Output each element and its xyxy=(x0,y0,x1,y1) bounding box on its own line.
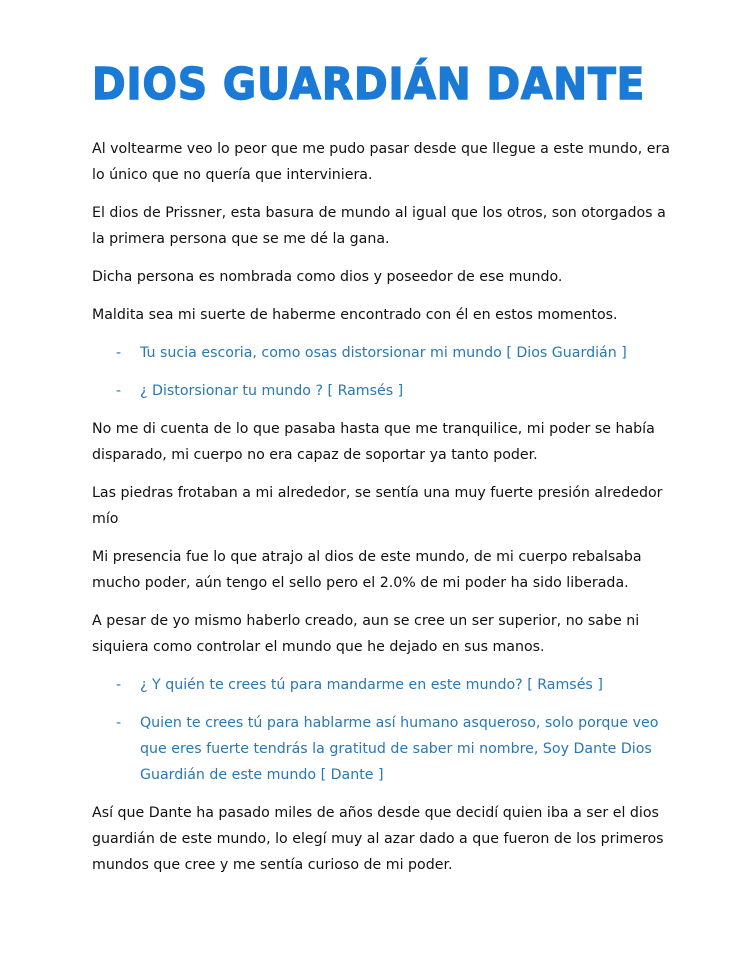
paragraph: Las piedras frotaban a mi alrededor, se sentía una muy fuerte presión alrededor mío xyxy=(92,485,663,527)
paragraph: Dicha persona es nombrada como dios y poseedor de ese mundo. xyxy=(92,269,563,285)
dash-bullet: - xyxy=(116,383,122,399)
dialogue-text: Tu sucia escoria, como osas distorsionar mi mundo [ Dios Guardián ] xyxy=(140,345,627,361)
dash-bullet: - xyxy=(116,677,122,693)
document-page xyxy=(92,58,672,890)
paragraph: Mi presencia fue lo que atrajo al dios de este mundo, de mi cuerpo rebalsaba mucho poder, aún tengo el sello pero el 2.0% de mi poder ha sido liberada. xyxy=(92,549,642,591)
paragraph: A pesar de yo mismo haberlo creado, aun se cree un ser superior, no sabe ni siquiera como controlar el mundo que he dejado en sus manos. xyxy=(92,613,640,655)
dialogue-line xyxy=(92,340,672,366)
paragraph: Al voltearme veo lo peor que me pudo pasar desde que llegue a este mundo, era lo único que no quería que interviniera. xyxy=(92,141,670,183)
dialogue-text: ¿ Distorsionar tu mundo ? [ Ramsés ] xyxy=(140,383,404,399)
paragraph: El dios de Prissner, esta basura de mundo al igual que los otros, son otorgados a la primera persona que se me dé la gana. xyxy=(92,205,666,247)
page-title: DIOS GUARDIÁN DANTE xyxy=(92,59,646,110)
dialogue-text: Quien te crees tú para hablarme así humano asqueroso, solo porque veo que eres fuerte tendrás la gratitud de saber mi nombre, Soy Dante Dios Guardián de este mundo [ Dante ] xyxy=(140,715,659,783)
paragraph: No me di cuenta de lo que pasaba hasta que me tranquilice, mi poder se había disparado, mi cuerpo no era capaz de soportar ya tanto poder. xyxy=(92,421,655,463)
dialogue-line xyxy=(92,378,672,404)
dialogue-line xyxy=(92,710,672,788)
dash-bullet: - xyxy=(116,715,122,731)
dash-bullet: - xyxy=(116,345,122,361)
dialogue-line xyxy=(92,672,672,698)
paragraph: Así que Dante ha pasado miles de años desde que decidí quien iba a ser el dios guardián de este mundo, lo elegí muy al azar dado a que fueron de los primeros mundos que cree y me sentía curioso de mi poder. xyxy=(92,805,664,873)
paragraph: Maldita sea mi suerte de haberme encontrado con él en estos momentos. xyxy=(92,307,618,323)
dialogue-text: ¿ Y quién te crees tú para mandarme en este mundo? [ Ramsés ] xyxy=(140,677,603,693)
